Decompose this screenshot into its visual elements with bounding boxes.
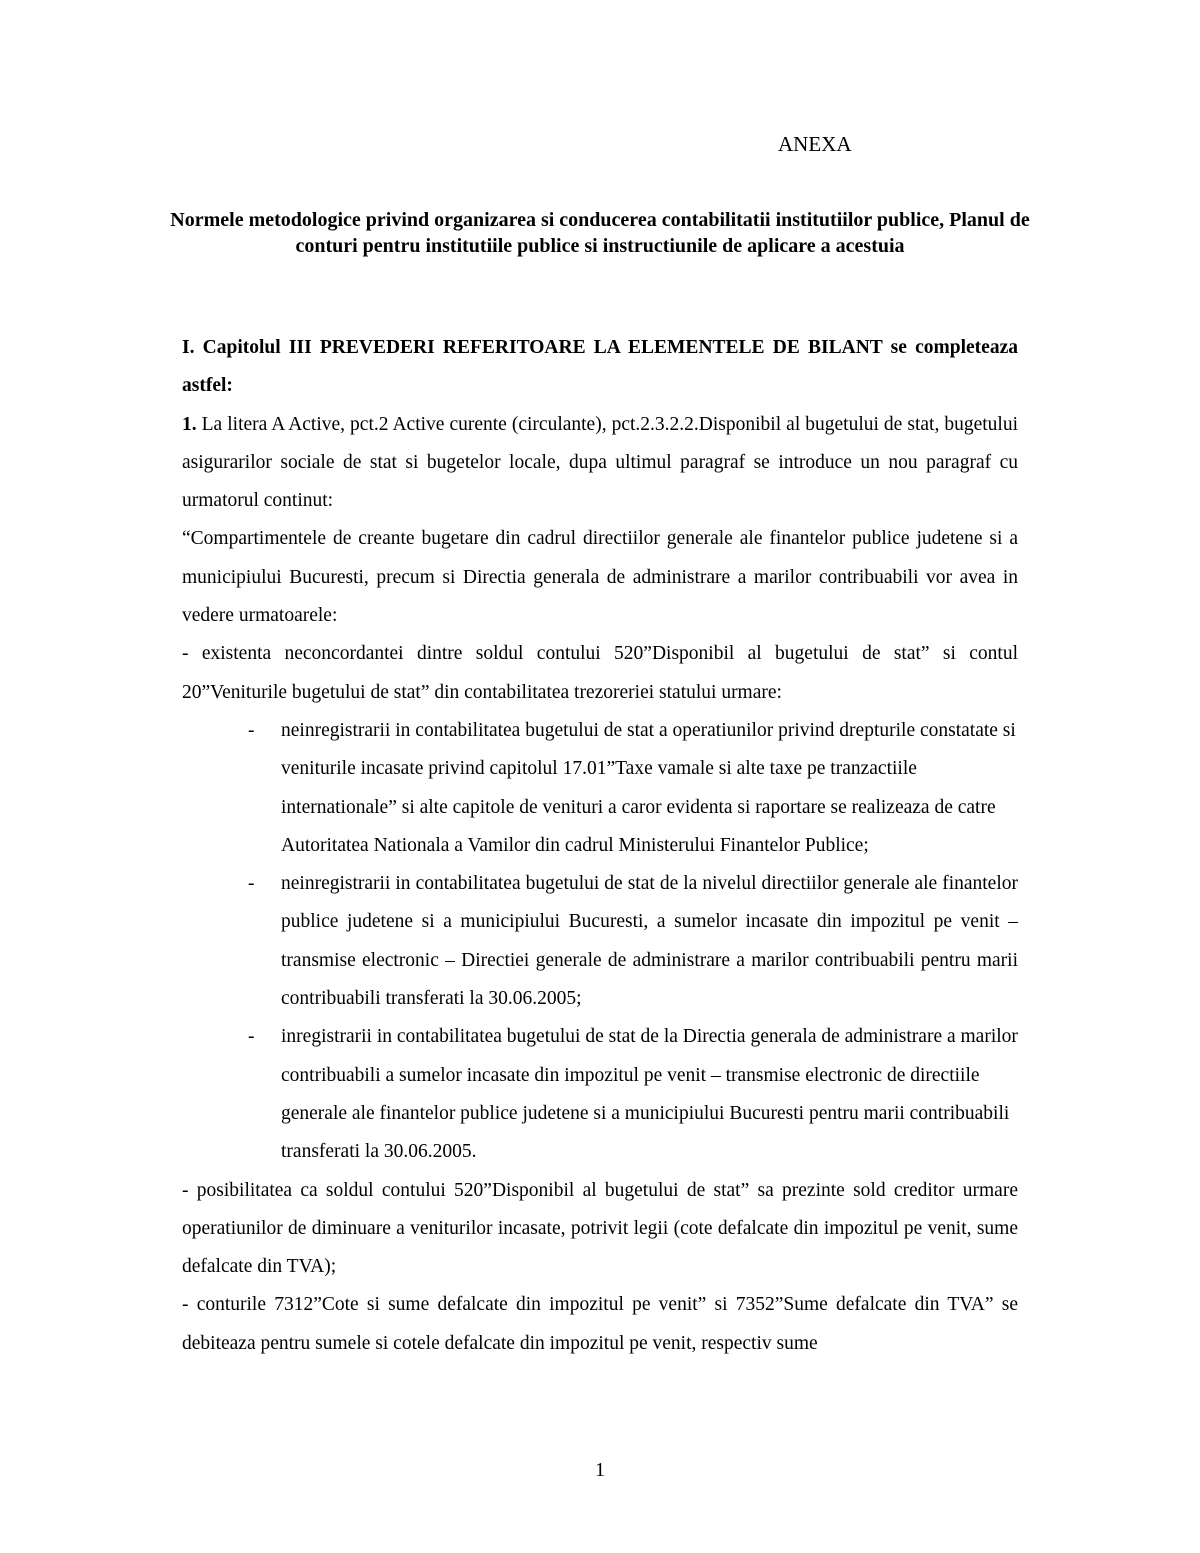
chapter-heading: I. Capitolul III PREVEDERI REFERITOARE LA ELEMENTELE DE BILANT se completeaza astfel: (182, 337, 1018, 397)
dash-list-item (182, 1018, 1018, 1171)
dash-item-text: inregistrarii in contabilitatea bugetului de stat de la Directia generala de administrare a marilor contribuabili a sumelor incasate din impozitul pe venit – transmise electronic de directiile generale ale finantelor publice judetene si a municipiului Bucuresti pentru marii contribuabili transferati la 30.06.2005. (281, 1026, 1018, 1163)
document-body (182, 329, 1018, 1363)
dash-marker: - (248, 873, 255, 895)
dash-list-item (182, 712, 1018, 865)
quote-intro-paragraph: “Compartimentele de creante bugetare din cadrul directiilor generale ale finantelor publice judetene si a municipiului Bucuresti, precum si Directia generala de administrare a marilor contribuabili vor avea in vedere urmatoarele: (182, 528, 1018, 627)
dash-item-text: neinregistrarii in contabilitatea bugetului de stat de la nivelul directiilor generale ale finantelor publice judetene si a municipiului Bucuresti, a sumelor incasate din impozitul pe venit – transmise electronic – Directiei generale de administrare a marilor contribuabili pentru marii contribuabili transferati la 30.06.2005; (281, 873, 1018, 1010)
dash-item-text: neinregistrarii in contabilitatea bugetului de stat a operatiunilor privind drepturile constatate si veniturile incasate privind capitolul 17.01”Taxe vamale si alte taxe pe tranzactiile internationale” si alte capitole de venituri a caror evidenta si raportare se realizeaza de catre Autoritatea Nationala a Vamilor din cadrul Ministerului Finantelor Publice; (281, 719, 1016, 856)
point-1-number: 1. (182, 413, 197, 435)
point-1-paragraph (182, 406, 1018, 521)
dash-list (182, 712, 1018, 1172)
point-1-text: La litera A Active, pct.2 Active curente (circulante), pct.2.3.2.2.Disponibil al bugetului de stat, bugetului asigurarilor sociale de stat si bugetelor locale, dupa ultimul paragraf se introduce un nou paragraf cu urmatorul continut: (182, 413, 1018, 512)
conturile-paragraph: - conturile 7312”Cote si sume defalcate din impozitul pe venit” si 7352”Sume defalcate din TVA” se debiteaza pentru sumele si cotele defalcate din impozitul pe venit, respectiv sume (182, 1294, 1018, 1354)
document-title: Normele metodologice privind organizarea si conducerea contabilitatii institutiilor publice, Planul de conturi pentru institutiile publice si instructiunile de aplicare a acestuia (170, 209, 1030, 257)
dash-marker: - (248, 719, 255, 741)
existenta-paragraph: - existenta neconcordantei dintre soldul contului 520”Disponibil al bugetului de stat” si contul 20”Veniturile bugetului de stat” din contabilitatea trezoreriei statului urmare: (182, 643, 1018, 703)
page-number: 1 (595, 1459, 605, 1481)
dash-marker: - (248, 1026, 255, 1048)
annex-label: ANEXA (778, 132, 852, 156)
posibilitatea-paragraph: - posibilitatea ca soldul contului 520”Disponibil al bugetului de stat” sa prezinte sold creditor urmare operatiunilor de diminuare a veniturilor incasate, potrivit legii (cote defalcate din impozitul pe venit, sume defalcate din TVA); (182, 1179, 1018, 1278)
dash-list-item (182, 865, 1018, 1018)
